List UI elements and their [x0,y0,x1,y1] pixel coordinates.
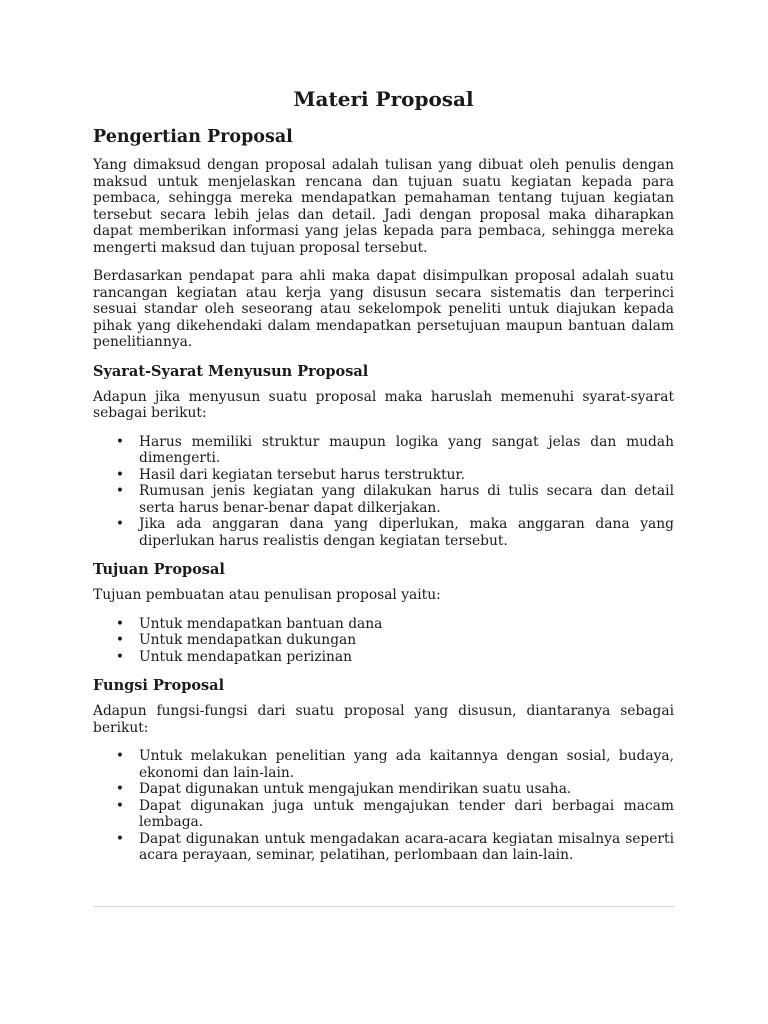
list-item [93,616,674,633]
list-item-text: Jika ada anggaran dana yang diperlukan, maka anggaran dana yang diperlukan harus realistis dengan kegiatan tersebut. [139,516,674,549]
bullet-icon: • [115,516,125,532]
list-item-text: Untuk mendapatkan dukungan [139,632,357,648]
bullet-icon: • [115,748,125,764]
bullet-icon: • [115,632,125,648]
list-item-text: Dapat digunakan juga untuk mengajukan tender dari berbagai macam lembaga. [139,797,674,830]
list-item-text: Harus memiliki struktur maupun logika yang sangat jelas dan mudah dimengerti. [139,433,674,466]
list-item [93,748,674,781]
list-item [93,781,674,798]
bullet-icon: • [115,433,125,450]
paragraph-fungsi-intro: Adapun fungsi-fungsi dari suatu proposal yang disusun, diantaranya sebagai berikut: [93,703,674,736]
list-item-text: Rumusan jenis kegiatan yang dilakukan harus di tulis secara dan detail serta harus benar-benar dapat dilkerjakan. [139,483,674,516]
list-item-text: Untuk melakukan penelitian yang ada kaitannya dengan sosial, budaya, ekonomi dan lain-lain. [139,748,674,781]
heading-fungsi: Fungsi Proposal [93,677,225,694]
heading-tujuan: Tujuan Proposal [93,561,225,578]
paragraph-syarat-intro: Adapun jika menyusun suatu proposal maka haruslah memenuhi syarat-syarat sebagai berikut: [93,388,674,421]
paragraph-tujuan-intro: Tujuan pembuatan atau penulisan proposal yaitu: [93,587,441,603]
list-item-text: Dapat digunakan untuk mengajukan mendirikan suatu usaha. [139,781,572,797]
list-item [93,798,674,831]
list-item [93,467,674,484]
bullet-icon: • [115,615,125,632]
list-item [93,831,674,864]
list-item [93,632,674,649]
paragraph-pengertian-2: Berdasarkan pendapat para ahli maka dapat disimpulkan proposal adalah suatu rancangan kegiatan atau kerja yang disusun secara sistematis dan terperinci sesuai standar oleh seseorang atau sekelompok peneliti untuk diajukan kepada pihak yang dikehendaki dalam mendapatkan persetujuan maupun bantuan dalam penelitiannya. [93,268,674,350]
list-item-text: Untuk mendapatkan bantuan dana [139,615,383,632]
paragraph-pengertian-1: Yang dimaksud dengan proposal adalah tulisan yang dibuat oleh penulis dengan maksud untuk menjelaskan rencana dan tujuan suatu kegiatan kepada para pembaca, sehingga mereka mendapatkan pemahaman tentang tujuan kegiatan tersebut secara lebih jelas dan detail. Jadi dengan proposal maka diharapkan dapat memberikan informasi yang jelas kepada para pembaca, sehingga mereka mengerti maksud dan tujuan proposal tersebut. [93,157,674,256]
heading-pengertian: Pengertian Proposal [93,127,293,147]
bullet-icon: • [115,781,125,797]
bullet-icon: • [115,797,125,814]
list-fungsi [93,748,674,864]
bullet-icon: • [115,648,125,665]
page-divider [93,906,675,907]
bullet-icon: • [115,483,125,499]
list-tujuan [93,616,674,666]
list-item [93,649,674,666]
document-content [93,86,674,876]
list-item-text: Untuk mendapatkan perizinan [139,648,353,665]
bullet-icon: • [115,466,125,483]
list-syarat [93,434,674,550]
list-item-text: Hasil dari kegiatan tersebut harus terstruktur. [139,466,465,483]
bullet-icon: • [115,830,125,847]
list-item [93,483,674,516]
list-item [93,434,674,467]
list-item-text: Dapat digunakan untuk mengadakan acara-acara kegiatan misalnya seperti acara perayaan, seminar, pelatihan, perlombaan dan lain-lain. [139,830,674,863]
page-title: Materi Proposal [293,87,474,111]
heading-syarat: Syarat-Syarat Menyusun Proposal [93,362,369,380]
list-item [93,516,674,549]
